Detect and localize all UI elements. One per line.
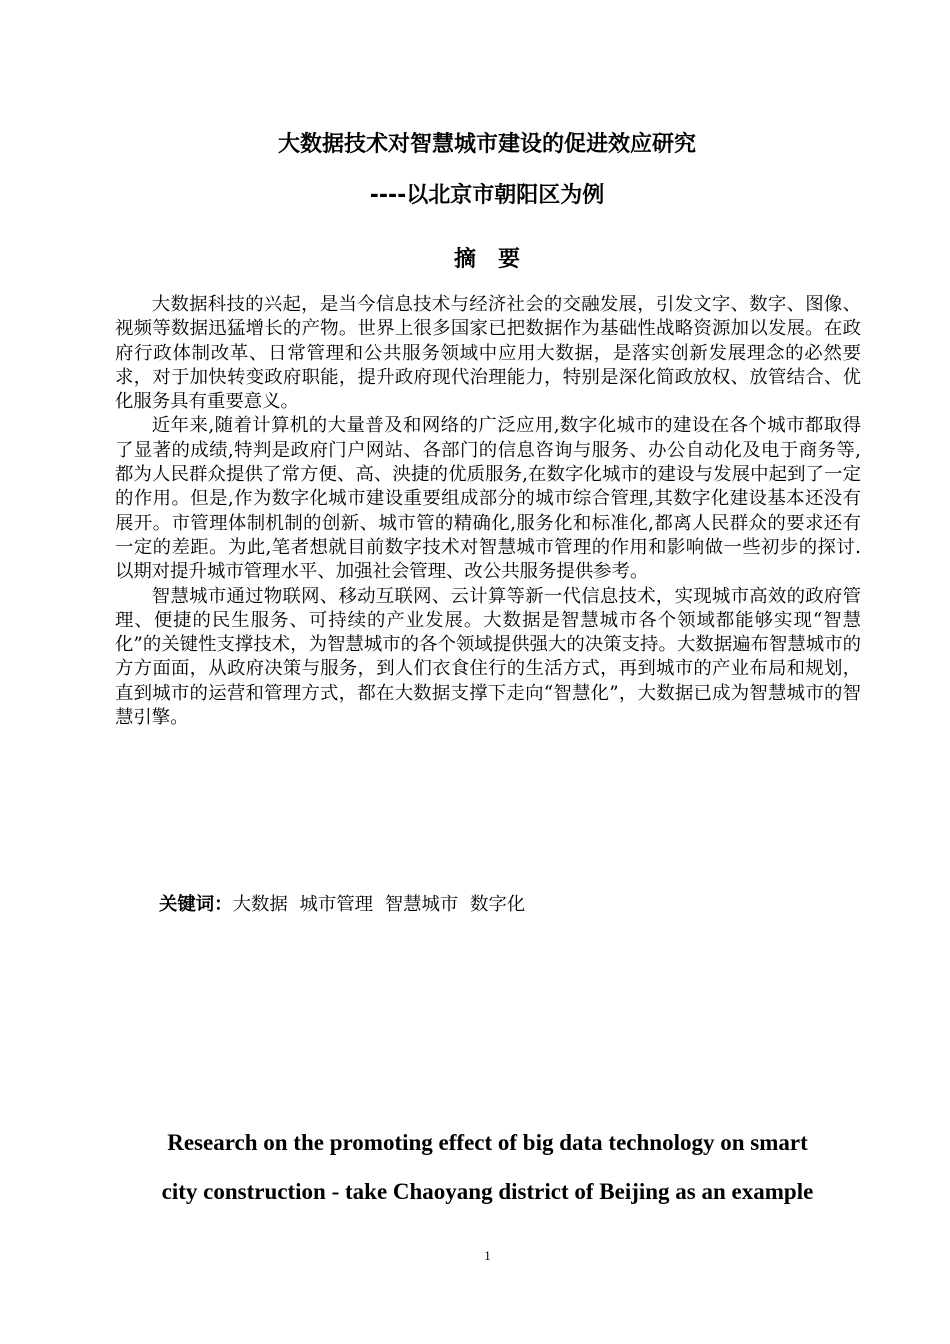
chinese-title-line-1: 大数据技术对智慧城市建设的促进效应研究 <box>277 132 696 157</box>
abstract-heading: 摘 要 <box>453 247 520 272</box>
chinese-title-line-2: ----以北京市朝阳区为例 <box>369 183 605 208</box>
page-number: 1 <box>484 1248 491 1263</box>
abstract-paragraph-1: 大数据科技的兴起，是当今信息技术与经济社会的交融发展，引发文字、数字、图像、视频等数据迅猛增长的产物。世界上很多国家已把数据作为基础性战略资源加以发展。在政府行政体制改革、日常管理和公共服务领域中应用大数据，是落实创新发展理念的必然要求，对于加快转变政府职能，提升政府现代治理能力，特别是深化简政放权、放管结合、优化服务具有重要意义。 <box>115 294 861 413</box>
keywords-line <box>159 891 525 919</box>
keywords-label: 关键词： <box>159 894 233 915</box>
keywords-list: 大数据 城市管理 智慧城市 数字化 <box>232 894 526 915</box>
abstract-body <box>115 293 861 730</box>
english-title-line-2: city construction - take Chaoyang district of Beijing as an example <box>161 1179 814 1204</box>
abstract-paragraph-2: 近年来,随着计算机的大量普及和网络的广泛应用,数字化城市的建设在各个城市都取得了显著的成绩,特判是政府门户网站、各部门的信息咨询与服务、办公自动化及电于商务等,都为人民群众提供了常方便、高、泱捷的优质服务,在数字化城市的建设与发展中起到了一定的作用。但是,作为数字化城市建设重要组成部分的城市综合管理,其数字化建设基本还没有展开。市管理体制机制的创新、城市管的精确化,服务化和标准化,都离人民群众的要求还有一定的差距。为此,笔者想就目前数字技术对智慧城市管理的作用和影响做一些初步的探讨.以期对提升城市管理水平、加强社会管理、改公共服务提供参考。 <box>115 415 861 583</box>
abstract-paragraph-3: 智慧城市通过物联网、移动互联网、云计算等新一代信息技术，实现城市高效的政府管理、便捷的民生服务、可持续的产业发展。大数据是智慧城市各个领域都能够实现“智慧化”的关键性支撑技术，为智慧城市的各个领域提供强大的决策支持。大数据遍布智慧城市的方方面面，从政府决策与服务，到人们衣食住行的生活方式，再到城市的产业布局和规划，直到城市的运营和管理方式，都在大数据支撑下走向“智慧化”，大数据已成为智慧城市的智慧引擎。 <box>115 585 861 729</box>
english-title-line-1: Research on the promoting effect of big data technology on smart <box>167 1130 808 1155</box>
